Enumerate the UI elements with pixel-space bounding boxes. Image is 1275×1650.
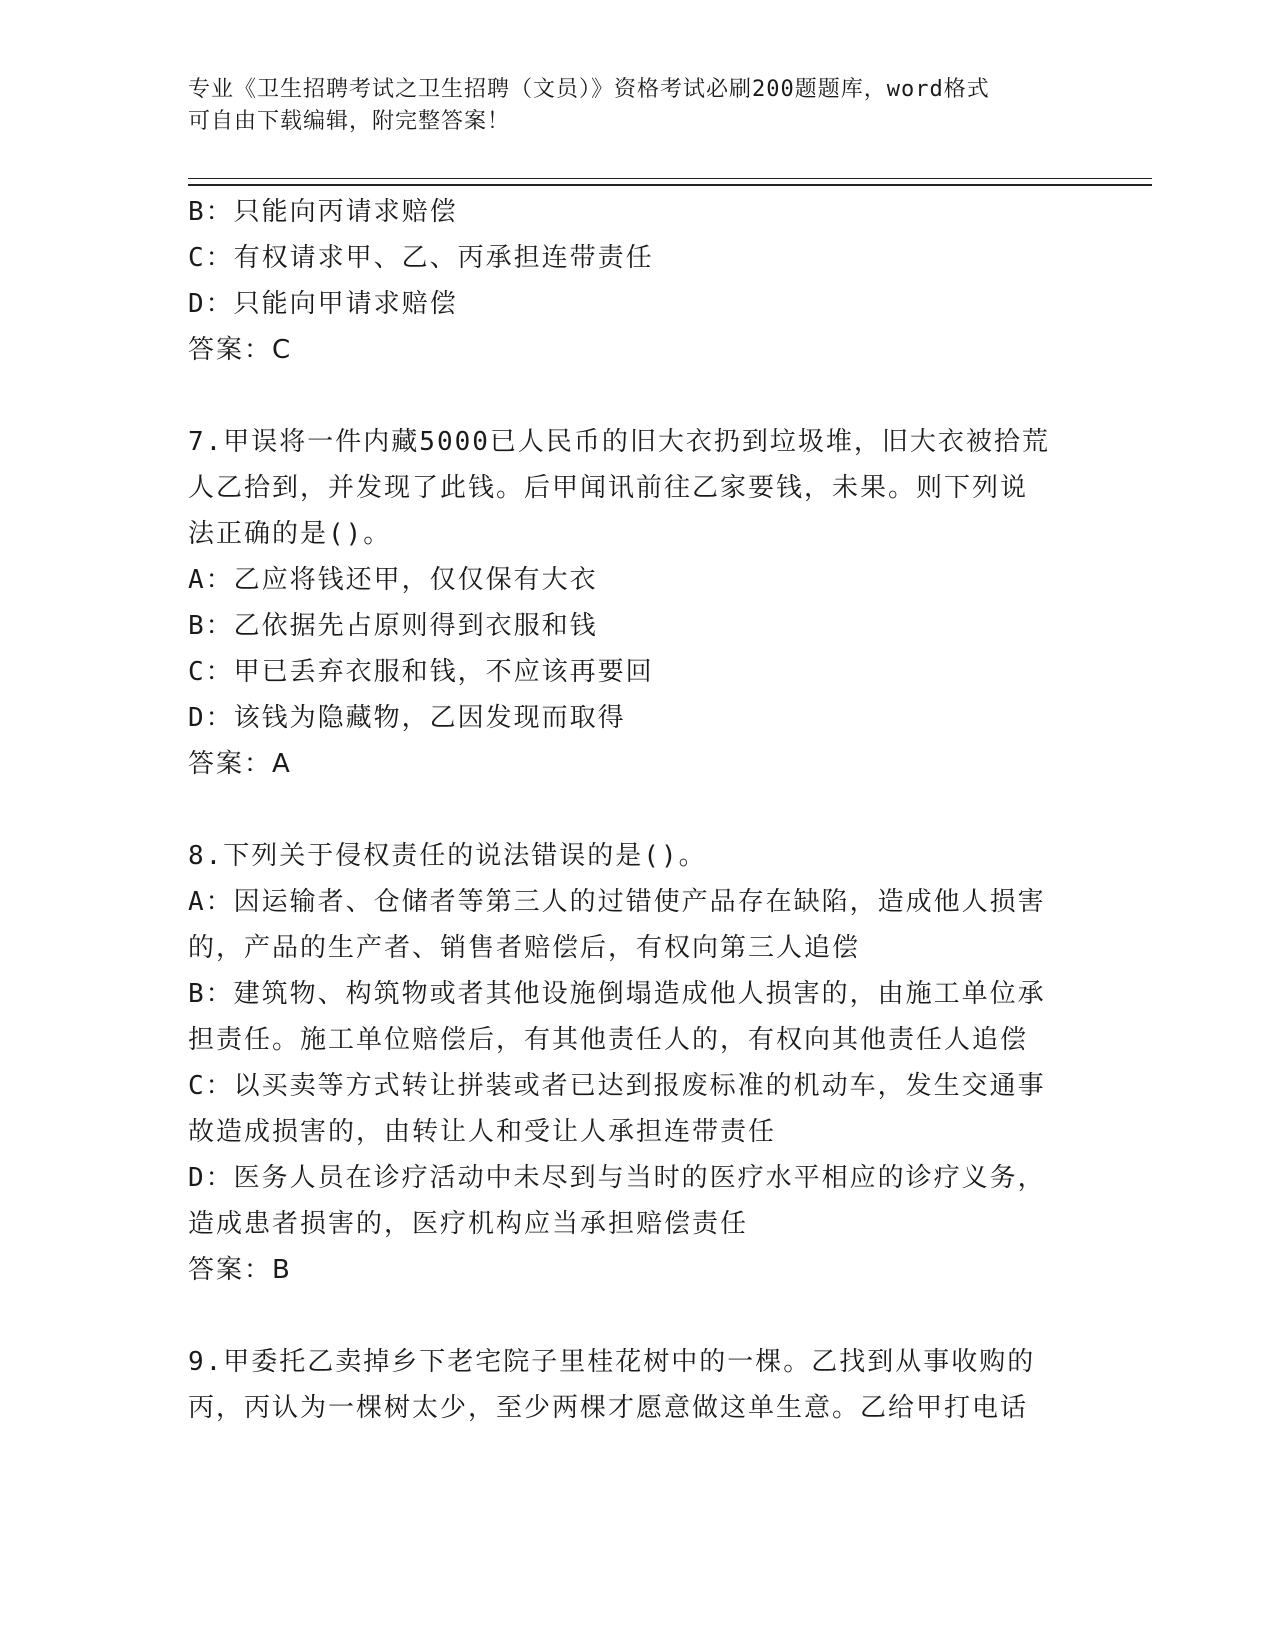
option-a: A：因运输者、仓储者等第三人的过错使产品存在缺陷，造成他人损害 <box>188 887 1046 917</box>
option-a: A：乙应将钱还甲，仅仅保有大衣 <box>188 565 598 595</box>
answer-label: 答案：A <box>188 749 292 779</box>
question-stem: 丙，丙认为一棵树太少，至少两棵才愿意做这单生意。乙给甲打电话 <box>188 1393 1029 1423</box>
header-divider <box>188 178 1152 186</box>
option-d: D：该钱为隐藏物，乙因发现而取得 <box>188 703 626 733</box>
question-stem: 7.甲误将一件内藏5000已人民币的旧大衣扔到垃圾堆，旧大衣被拾荒 <box>188 427 1050 457</box>
document-body <box>188 189 1088 1431</box>
option-a-continued: 的，产品的生产者、销售者赔偿后，有权向第三人追偿 <box>188 933 861 963</box>
option-b: B：只能向丙请求赔偿 <box>188 197 458 227</box>
spacer <box>188 373 1088 419</box>
option-d-continued: 造成患者损害的，医疗机构应当承担赔偿责任 <box>188 1209 749 1239</box>
header-line-2: 可自由下载编辑，附完整答案！ <box>188 109 511 134</box>
spacer <box>188 1293 1088 1339</box>
option-c: C：甲已丢弃衣服和钱，不应该再要回 <box>188 657 654 687</box>
question-stem: 法正确的是()。 <box>188 519 392 549</box>
question-6-tail <box>188 189 1088 373</box>
header-line-1: 专业《卫生招聘考试之卫生招聘（文员）》资格考试必刷200题题库，word格式 <box>188 77 990 102</box>
option-d: D：只能向甲请求赔偿 <box>188 289 458 319</box>
option-c: C：以买卖等方式转让拼装或者已达到报废标准的机动车，发生交通事 <box>188 1071 1046 1101</box>
option-b-continued: 担责任。施工单位赔偿后，有其他责任人的，有权向其他责任人追偿 <box>188 1025 1029 1055</box>
question-stem: 9.甲委托乙卖掉乡下老宅院子里桂花树中的一棵。乙找到从事收购的 <box>188 1347 1036 1377</box>
option-c: C：有权请求甲、乙、丙承担连带责任 <box>188 243 654 273</box>
page-header <box>188 74 1068 138</box>
answer-label: 答案：C <box>188 335 293 365</box>
question-8 <box>188 833 1088 1293</box>
spacer <box>188 787 1088 833</box>
question-9 <box>188 1339 1088 1431</box>
option-b: B：乙依据先占原则得到衣服和钱 <box>188 611 598 641</box>
question-stem: 人乙拾到，并发现了此钱。后甲闻讯前往乙家要钱，未果。则下列说 <box>188 473 1029 503</box>
answer-label: 答案：B <box>188 1255 292 1285</box>
option-c-continued: 故造成损害的，由转让人和受让人承担连带责任 <box>188 1117 777 1147</box>
question-stem: 8.下列关于侵权责任的说法错误的是()。 <box>188 841 707 871</box>
option-b: B：建筑物、构筑物或者其他设施倒塌造成他人损害的，由施工单位承 <box>188 979 1046 1009</box>
question-7 <box>188 419 1088 787</box>
option-d: D：医务人员在诊疗活动中未尽到与当时的医疗水平相应的诊疗义务， <box>188 1163 1046 1193</box>
